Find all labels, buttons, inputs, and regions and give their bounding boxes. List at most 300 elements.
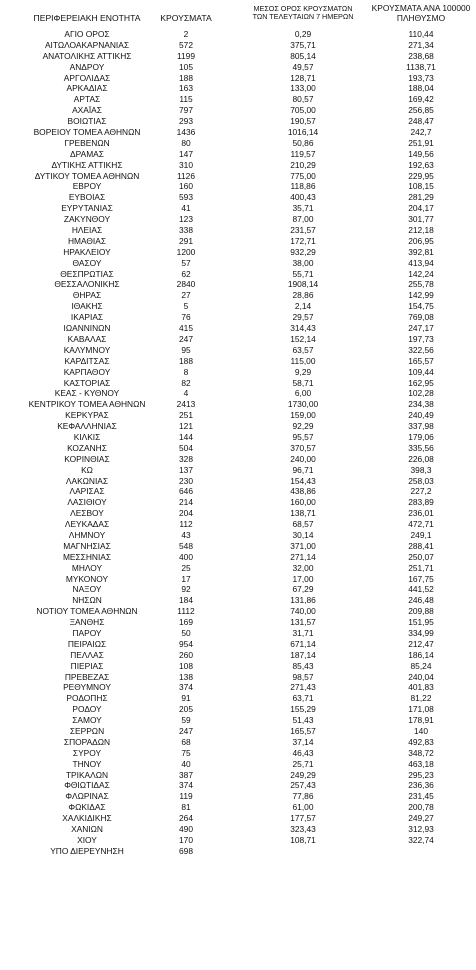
cases-cell: 2840	[176, 279, 196, 290]
table-row	[0, 312, 476, 323]
table-row	[0, 258, 476, 269]
cases-cell: 374	[179, 682, 193, 693]
seven-day-average-cell: 46,43	[292, 747, 314, 758]
cases-per-100000-cell: 169,42	[408, 94, 434, 105]
cases-per-100000-cell: 151,95	[408, 617, 434, 628]
region-cell: ΛΑΡΙΣΑΣ	[69, 486, 105, 497]
table-row	[0, 399, 476, 410]
region-cell: ΖΑΚΥΝΘΟΥ	[63, 214, 111, 225]
cases-cell: 490	[179, 824, 193, 835]
table-row	[0, 388, 476, 399]
cases-cell: 5	[183, 301, 189, 312]
cases-cell: 59	[181, 715, 191, 726]
region-cell: ΔΡΑΜΑΣ	[70, 148, 104, 159]
cases-per-100000-cell: 85,24	[410, 660, 432, 671]
cases-cell: 797	[179, 105, 193, 116]
cases-cell: 291	[179, 235, 193, 246]
seven-day-average-cell: 231,57	[290, 225, 316, 236]
table-row	[0, 236, 476, 247]
table-row	[0, 51, 476, 62]
cases-cell: 137	[179, 464, 193, 475]
table-row	[0, 737, 476, 748]
avg-header-line1: ΜΕΣΟΣ ΟΡΟΣ ΚΡΟΥΣΜΑΤΩΝ	[253, 4, 353, 13]
cases-cell: 247	[179, 726, 193, 736]
region-cell: ΒΟΙΩΤΙΑΣ	[67, 116, 107, 127]
region-cell: ΡΕΘΥΜΝΟΥ	[63, 682, 111, 693]
region-cell: ΜΕΣΣΗΝΙΑΣ	[62, 551, 112, 562]
region-cell: ΚΑΒΑΛΑΣ	[67, 333, 107, 344]
cases-cell: 264	[179, 813, 193, 824]
cases-cell: 374	[179, 780, 193, 791]
region-cell: ΚΑΡΔΙΤΣΑΣ	[64, 355, 110, 366]
cases-cell: 415	[179, 323, 193, 334]
table-row	[0, 530, 476, 541]
region-cell: ΚΙΛΚΙΣ	[73, 431, 101, 442]
cases-cell: 27	[181, 290, 191, 301]
seven-day-average-cell: 438,86	[290, 486, 316, 497]
seven-day-average-cell: 30,14	[292, 529, 314, 540]
cases-per-100000-cell: 227,2	[410, 486, 432, 497]
cases-cell: 68	[181, 736, 191, 747]
region-cell: ΚΑΡΠΑΘΟΥ	[63, 366, 111, 377]
seven-day-average-cell: 6,00	[294, 388, 312, 399]
cases-per-100000-cell: 171,08	[408, 704, 434, 715]
seven-day-average-cell: 172,71	[290, 235, 316, 246]
region-cell: ΚΕΑΣ - ΚΥΘΝΟΥ	[54, 388, 120, 399]
seven-day-average-cell: 249,29	[290, 769, 316, 780]
per-header-line2: ΠΛΗΘΥΣΜΟ	[396, 12, 446, 23]
table-row	[0, 748, 476, 759]
table-row	[0, 519, 476, 530]
table-row	[0, 846, 476, 857]
cases-per-100000-cell: 301,77	[408, 214, 434, 225]
region-cell: ΤΗΝΟΥ	[72, 758, 102, 769]
seven-day-average-cell: 257,43	[290, 780, 316, 791]
seven-day-average-cell: 371,00	[290, 540, 316, 551]
seven-day-average-cell: 159,00	[290, 410, 316, 421]
region-cell: ΙΘΑΚΗΣ	[71, 301, 103, 312]
cases-cell: 147	[179, 148, 193, 159]
region-cell: ΙΩΑΝΝΙΝΩΝ	[63, 323, 111, 334]
seven-day-average-cell: 131,86	[290, 595, 316, 606]
region-cell: ΞΑΝΘΗΣ	[69, 617, 105, 628]
cases-per-100000-cell: 283,89	[408, 497, 434, 508]
table-row	[0, 476, 476, 487]
cases-per-100000-cell: 250,07	[408, 551, 434, 562]
cases-cell: 400	[179, 551, 193, 562]
cases-cell: 646	[179, 486, 193, 497]
seven-day-average-cell: 61,00	[292, 802, 314, 813]
region-cell: ΓΡΕΒΕΝΩΝ	[64, 137, 110, 148]
seven-day-average-cell: 154,43	[290, 475, 316, 486]
cases-per-100000-cell: 413,94	[408, 257, 434, 268]
seven-day-average-cell: 190,57	[290, 116, 316, 127]
region-cell: ΕΒΡΟΥ	[72, 181, 102, 192]
cases-per-100000-cell: 249,27	[408, 813, 434, 824]
cases-cell: 112	[179, 519, 193, 530]
cases-per-100000-cell: 206,95	[408, 235, 434, 246]
table-row	[0, 334, 476, 345]
cases-per-100000-cell: 247,17	[408, 323, 434, 334]
cases-per-100000-cell: 401,83	[408, 682, 434, 693]
cases-cell: 230	[179, 475, 193, 486]
seven-day-average-cell: 85,43	[292, 660, 314, 671]
seven-day-average-cell: 2,14	[294, 301, 312, 312]
table-row	[0, 813, 476, 824]
cases-per-100000-cell: 108,15	[408, 181, 434, 192]
seven-day-average-cell: 128,71	[290, 72, 316, 83]
seven-day-average-cell: 271,43	[290, 682, 316, 693]
cases-cell: 169	[179, 617, 193, 628]
table-body	[0, 29, 476, 857]
cases-per-100000-cell: 240,04	[408, 671, 434, 682]
avg-header-line2: ΤΩΝ ΤΕΛΕΥΤΑΙΩΝ 7 ΗΜΕΡΩΝ	[252, 12, 354, 22]
cases-per-100000-cell: 238,68	[408, 50, 434, 61]
table-row	[0, 584, 476, 595]
cases-cell: 121	[179, 421, 193, 432]
cases-cell: 91	[181, 693, 191, 704]
cases-per-100000-cell: 246,48	[408, 595, 434, 606]
cases-cell: 17	[181, 573, 191, 584]
table-row	[0, 770, 476, 781]
region-cell: ΔΥΤΙΚΗΣ ΑΤΤΙΚΗΣ	[51, 159, 123, 170]
region-cell: ΝΟΤΙΟΥ ΤΟΜΕΑ ΑΘΗΝΩΝ	[36, 606, 138, 617]
table-row	[0, 40, 476, 51]
region-cell: ΣΥΡΟΥ	[72, 747, 102, 758]
table-row	[0, 421, 476, 432]
cases-per-100000-cell: 288,41	[408, 540, 434, 551]
cases-per-100000-cell: 398,3	[410, 464, 432, 475]
seven-day-average-cell: 375,71	[290, 39, 316, 50]
table-row	[0, 149, 476, 160]
cases-cell: 214	[179, 497, 193, 508]
table-row	[0, 508, 476, 519]
seven-day-average-cell: 63,57	[292, 344, 314, 355]
seven-day-average-cell: 932,29	[290, 246, 316, 257]
seven-day-average-cell: 96,71	[292, 464, 314, 475]
table-row	[0, 116, 476, 127]
table-row	[0, 497, 476, 508]
region-cell: ΘΕΣΠΡΩΤΙΑΣ	[60, 268, 114, 279]
cases-per-100000-cell: 334,99	[408, 627, 434, 638]
cases-per-100000-cell: 271,34	[408, 39, 434, 50]
cases-per-100000-cell: 463,18	[408, 758, 434, 769]
region-cell: ΧΑΝΙΩΝ	[71, 824, 103, 835]
cases-cell: 251	[179, 410, 193, 421]
table-row	[0, 759, 476, 770]
table-row	[0, 127, 476, 138]
cases-per-100000-cell: 392,81	[408, 246, 434, 257]
table-row	[0, 214, 476, 225]
seven-day-average-cell: 9,29	[294, 366, 312, 377]
cases-per-100000-cell: 236,36	[408, 780, 434, 791]
cases-cell: 338	[179, 225, 193, 236]
region-cell: ΑΓΙΟ ΟΡΟΣ	[64, 29, 110, 39]
cases-cell: 698	[179, 845, 193, 856]
region-cell: ΑΡΤΑΣ	[73, 94, 101, 105]
table-row	[0, 595, 476, 606]
table-row	[0, 563, 476, 574]
seven-day-average-cell: 98,57	[292, 671, 314, 682]
seven-day-average-cell: 77,86	[292, 791, 314, 802]
cases-cell: 1126	[176, 170, 195, 181]
cases-cell: 2413	[176, 399, 196, 410]
seven-day-average-cell: 35,71	[292, 203, 314, 214]
cases-per-100000-cell: 240,49	[408, 410, 434, 421]
cases-per-100000-cell: 140	[414, 726, 428, 736]
table-header	[0, 0, 476, 28]
region-cell: ΔΥΤΙΚΟΥ ΤΟΜΕΑ ΑΘΗΝΩΝ	[34, 170, 140, 181]
region-cell: ΛΑΣΙΘΙΟΥ	[67, 497, 107, 508]
cases-per-100000-cell: 348,72	[408, 747, 434, 758]
cases-cell: 25	[181, 562, 191, 573]
seven-day-average-cell: 50,86	[292, 137, 314, 148]
cases-per-100000-cell: 102,28	[408, 388, 434, 399]
table-row	[0, 454, 476, 465]
cases-cell: 119	[179, 791, 193, 802]
cases-per-100000-cell: 242,7	[410, 127, 432, 138]
seven-day-average-cell: 55,71	[292, 268, 314, 279]
seven-day-average-cell: 115,00	[290, 355, 316, 366]
cases-per-100000-cell: 248,47	[408, 116, 434, 127]
cases-per-100000-cell: 142,99	[408, 290, 434, 301]
seven-day-average-cell: 25,71	[292, 758, 314, 769]
region-cell: ΦΘΙΩΤΙΔΑΣ	[64, 780, 110, 791]
region-cell: ΠΑΡΟΥ	[72, 627, 102, 638]
cases-cell: 593	[179, 192, 193, 203]
seven-day-average-cell: 240,00	[290, 453, 316, 464]
seven-day-average-cell: 63,71	[292, 693, 314, 704]
cases-per-100000-cell: 231,45	[408, 791, 434, 802]
table-row	[0, 279, 476, 290]
cases-cell: 188	[179, 355, 193, 366]
seven-day-average-cell: 37,14	[292, 736, 314, 747]
seven-day-average-cell: 80,57	[292, 94, 314, 105]
seven-day-average-cell: 138,71	[290, 508, 316, 519]
cases-per-100000-cell: 769,08	[408, 312, 434, 323]
seven-day-average-cell: 1908,14	[287, 279, 319, 290]
cases-cell: 184	[179, 595, 193, 606]
region-cell: ΑΙΤΩΛΟΑΚΑΡΝΑΝΙΑΣ	[44, 39, 130, 50]
seven-day-average-cell: 740,00	[290, 606, 316, 617]
cases-per-100000-cell: 234,38	[408, 399, 434, 410]
table-row	[0, 323, 476, 334]
table-row	[0, 574, 476, 585]
region-cell: ΠΕΙΡΑΙΩΣ	[67, 638, 107, 649]
region-cell: ΣΑΜΟΥ	[72, 715, 102, 726]
cases-per-100000-cell: 149,56	[408, 148, 434, 159]
cases-cell: 328	[179, 453, 193, 464]
region-cell: ΘΑΣΟΥ	[72, 257, 102, 268]
cases-cell: 81	[181, 802, 191, 813]
cases-cell: 41	[181, 203, 191, 214]
cases-per-100000-cell: 204,17	[408, 203, 434, 214]
table-row	[0, 345, 476, 356]
cases-cell: 387	[179, 769, 193, 780]
cases-column-header: ΚΡΟΥΣΜΑΤΑ	[160, 13, 212, 23]
region-cell: ΚΑΛΥΜΝΟΥ	[63, 344, 111, 355]
cases-per-100000-cell: 209,88	[408, 606, 434, 617]
cases-per-100000-cell: 179,06	[408, 431, 434, 442]
seven-day-average-cell: 108,71	[290, 834, 316, 845]
seven-day-average-cell: 165,57	[290, 726, 316, 736]
cases-cell: 1200	[176, 246, 196, 257]
cases-cell: 504	[179, 442, 193, 453]
cases-cell: 138	[179, 671, 193, 682]
seven-day-average-cell: 49,57	[292, 61, 314, 72]
cases-cell: 163	[179, 83, 193, 94]
cases-cell: 1112	[177, 606, 195, 617]
table-row	[0, 94, 476, 105]
seven-day-average-cell: 32,00	[292, 562, 314, 573]
seven-day-average-cell: 119,57	[290, 148, 316, 159]
cases-per-100000-cell: 251,71	[408, 562, 434, 573]
cases-cell: 95	[181, 344, 191, 355]
cases-cell: 76	[181, 312, 191, 323]
region-cell: ΚΕΡΚΥΡΑΣ	[65, 410, 109, 421]
seven-day-average-cell: 133,00	[290, 83, 316, 94]
seven-day-average-cell: 705,00	[290, 105, 316, 116]
cases-per-100000-cell: 154,75	[408, 301, 434, 312]
region-cell: ΛΑΚΩΝΙΑΣ	[65, 475, 109, 486]
table-row	[0, 105, 476, 116]
cases-cell: 4	[183, 388, 189, 399]
seven-day-average-cell: 1730,00	[287, 399, 319, 410]
region-cell: ΚΟΖΑΝΗΣ	[67, 442, 107, 453]
cases-per-100000-cell: 165,57	[408, 355, 434, 366]
table-row	[0, 715, 476, 726]
cases-per-100000-column-header	[366, 4, 476, 23]
region-cell: ΘΕΣΣΑΛΟΝΙΚΗΣ	[54, 279, 120, 290]
table-row	[0, 780, 476, 791]
cases-cell: 50	[181, 627, 191, 638]
cases-cell: 1436	[176, 127, 196, 138]
cases-cell: 247	[179, 333, 193, 344]
region-cell: ΑΡΓΟΛΙΔΑΣ	[63, 72, 111, 83]
cases-cell: 310	[179, 159, 193, 170]
table-row	[0, 203, 476, 214]
cases-per-100000-cell: 256,85	[408, 105, 434, 116]
region-cell: ΙΚΑΡΙΑΣ	[70, 312, 104, 323]
seven-day-average-cell: 92,29	[292, 421, 314, 432]
region-cell: ΥΠΟ ΔΙΕΡΕΥΝΗΣΗ	[50, 845, 124, 856]
cases-per-100000-cell: 335,56	[408, 442, 434, 453]
region-cell: ΕΥΒΟΙΑΣ	[68, 192, 106, 203]
region-cell: ΗΜΑΘΙΑΣ	[67, 235, 107, 246]
table-row	[0, 410, 476, 421]
cases-per-100000-cell: 188,04	[408, 83, 434, 94]
region-cell: ΑΝΑΤΟΛΙΚΗΣ ΑΤΤΙΚΗΣ	[42, 50, 132, 61]
cases-per-100000-cell: 212,47	[408, 638, 434, 649]
cases-cell: 75	[181, 747, 191, 758]
table-row	[0, 704, 476, 715]
table-row	[0, 269, 476, 280]
cases-cell: 572	[179, 39, 193, 50]
cases-per-100000-cell: 229,95	[408, 170, 434, 181]
region-cell: ΝΑΞΟΥ	[72, 584, 102, 595]
cases-per-100000-cell: 249,1	[410, 529, 432, 540]
table-row	[0, 650, 476, 661]
region-cell: ΗΡΑΚΛΕΙΟΥ	[63, 246, 111, 257]
cases-cell: 954	[179, 638, 193, 649]
table-row	[0, 160, 476, 171]
cases-per-100000-cell: 472,71	[408, 519, 434, 530]
cases-per-100000-cell: 322,56	[408, 344, 434, 355]
seven-day-average-cell: 177,57	[290, 813, 316, 824]
cases-cell: 144	[179, 431, 193, 442]
cases-per-100000-cell: 258,03	[408, 475, 434, 486]
seven-day-average-column-header	[242, 5, 364, 22]
cases-per-100000-cell: 192,63	[408, 159, 434, 170]
table-row	[0, 791, 476, 802]
table-row	[0, 301, 476, 312]
region-cell: ΑΡΚΑΔΙΑΣ	[66, 83, 108, 94]
seven-day-average-cell: 87,00	[292, 214, 314, 225]
seven-day-average-cell: 210,29	[290, 159, 316, 170]
seven-day-average-cell: 58,71	[292, 377, 314, 388]
cases-cell: 57	[181, 257, 191, 268]
table-row	[0, 693, 476, 704]
region-column-header: ΠΕΡΙΦΕΡΕΙΑΚΗ ΕΝΟΤΗΤΑ	[33, 13, 141, 23]
seven-day-average-cell: 370,57	[290, 442, 316, 453]
table-row	[0, 541, 476, 552]
cases-per-100000-cell: 295,23	[408, 769, 434, 780]
seven-day-average-cell: 775,00	[290, 170, 316, 181]
cases-per-100000-cell: 312,93	[408, 824, 434, 835]
cases-cell: 43	[181, 529, 191, 540]
cases-per-100000-cell: 200,78	[408, 802, 434, 813]
table-row	[0, 726, 476, 737]
table-row	[0, 639, 476, 650]
region-cell: ΦΩΚΙΔΑΣ	[68, 802, 106, 813]
table-row	[0, 432, 476, 443]
seven-day-average-cell: 323,43	[290, 824, 316, 835]
cases-cell: 260	[179, 649, 193, 660]
region-cell: ΑΝΔΡΟΥ	[69, 61, 105, 72]
region-cell: ΛΕΣΒΟΥ	[70, 508, 104, 519]
region-cell: ΜΑΓΝΗΣΙΑΣ	[63, 540, 111, 551]
seven-day-average-cell: 155,29	[290, 704, 316, 715]
cases-cell: 1199	[176, 50, 195, 61]
cases-per-100000-cell: 162,95	[408, 377, 434, 388]
cases-per-100000-cell: 251,91	[408, 137, 434, 148]
cases-per-100000-cell: 441,52	[408, 584, 434, 595]
seven-day-average-cell: 118,86	[290, 181, 316, 192]
region-cell: ΜΥΚΟΝΟΥ	[65, 573, 109, 584]
region-cell: ΚΕΝΤΡΙΚΟΥ ΤΟΜΕΑ ΑΘΗΝΩΝ	[28, 399, 146, 410]
seven-day-average-cell: 29,57	[292, 312, 314, 323]
cases-cell: 62	[181, 268, 191, 279]
seven-day-average-cell: 68,57	[292, 519, 314, 530]
cases-per-100000-cell: 178,91	[408, 715, 434, 726]
table-row	[0, 225, 476, 236]
table-row	[0, 835, 476, 846]
cases-per-100000-cell: 109,44	[408, 366, 434, 377]
seven-day-average-cell: 400,43	[290, 192, 316, 203]
cases-cell: 108	[179, 660, 193, 671]
seven-day-average-cell: 160,00	[290, 497, 316, 508]
per-header-line1: ΚΡΟΥΣΜΑΤΑ ΑΝΑ 100000	[371, 3, 471, 13]
region-cell: ΣΠΟΡΑΔΩΝ	[63, 736, 111, 747]
seven-day-average-cell: 131,57	[290, 617, 316, 628]
seven-day-average-cell: 17,00	[292, 573, 314, 584]
table-row	[0, 192, 476, 203]
region-cell: ΧΑΛΚΙΔΙΚΗΣ	[62, 813, 112, 824]
seven-day-average-cell: 67,29	[292, 584, 314, 595]
region-cell: ΚΑΣΤΟΡΙΑΣ	[63, 377, 111, 388]
table-row	[0, 628, 476, 639]
region-cell: ΣΕΡΡΩΝ	[69, 726, 105, 736]
